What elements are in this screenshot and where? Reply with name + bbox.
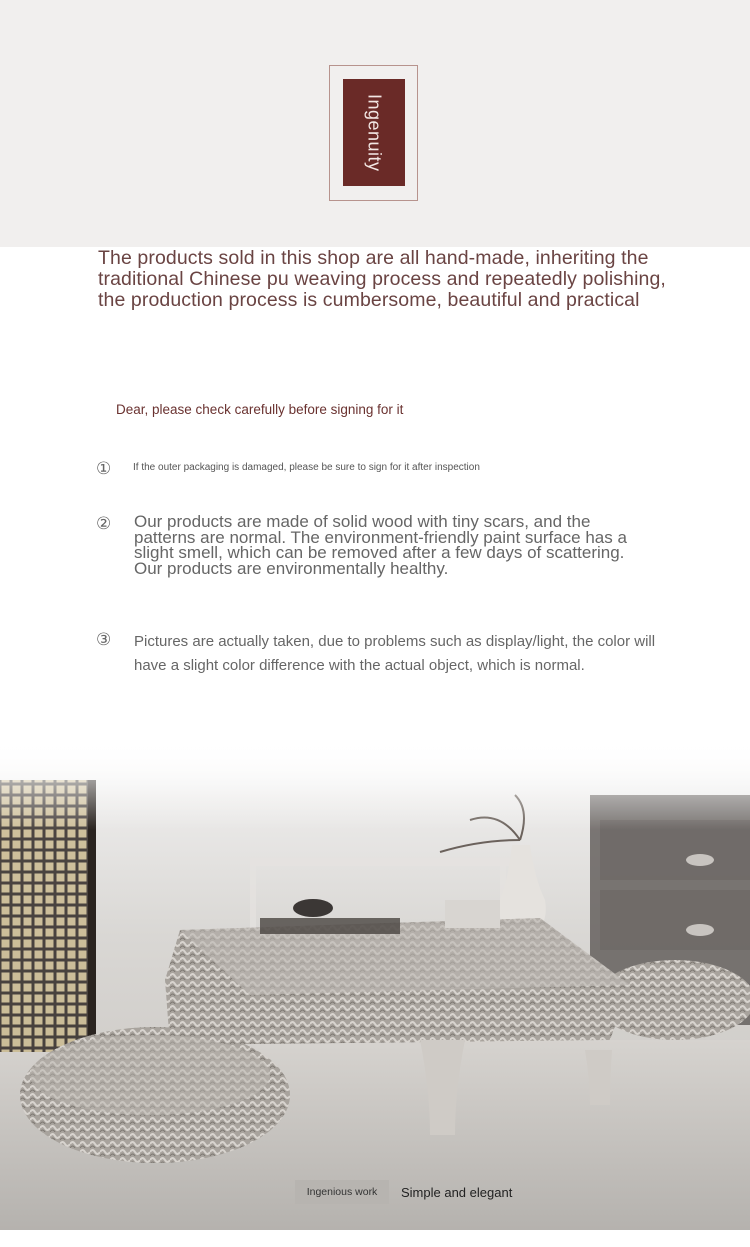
- intro-line: traditional Chinese pu weaving process and repeatedly polishing,: [98, 268, 666, 290]
- notice-number: ②: [96, 514, 112, 534]
- caption-text: Simple and elegant: [401, 1184, 513, 1200]
- ingenuity-badge: [329, 65, 418, 201]
- notice-text: If the outer packaging is damaged, please be sure to sign for it after inspection: [133, 462, 480, 473]
- intro-line: The products sold in this shop are all hand-made, inheriting the: [98, 247, 649, 269]
- badge-plate: [343, 79, 405, 186]
- intro-paragraph: [98, 248, 678, 311]
- notice-number: ③: [96, 630, 112, 650]
- badge-label: Ingenuity: [364, 93, 385, 172]
- intro-line: the production process is cumbersome, beautiful and practical: [98, 289, 640, 311]
- notice-title: Dear, please check carefully before signing for it: [116, 402, 404, 417]
- notice-text: Our products are made of solid wood with tiny scars, and the patterns are normal. The environment-friendly paint surface has a slight smell, which can be removed after a few days of scattering. Our products are environmentally healthy.: [134, 512, 627, 578]
- notice-text: Pictures are actually taken, due to problems such as display/light, the color will have a slight color difference with the actual object, which is normal.: [134, 633, 656, 674]
- notice-number: ①: [96, 459, 112, 479]
- photo-top-fade: [0, 740, 750, 830]
- product-photo: [0, 740, 750, 1230]
- top-band: [0, 0, 750, 247]
- caption-tag: Ingenious work: [295, 1180, 389, 1204]
